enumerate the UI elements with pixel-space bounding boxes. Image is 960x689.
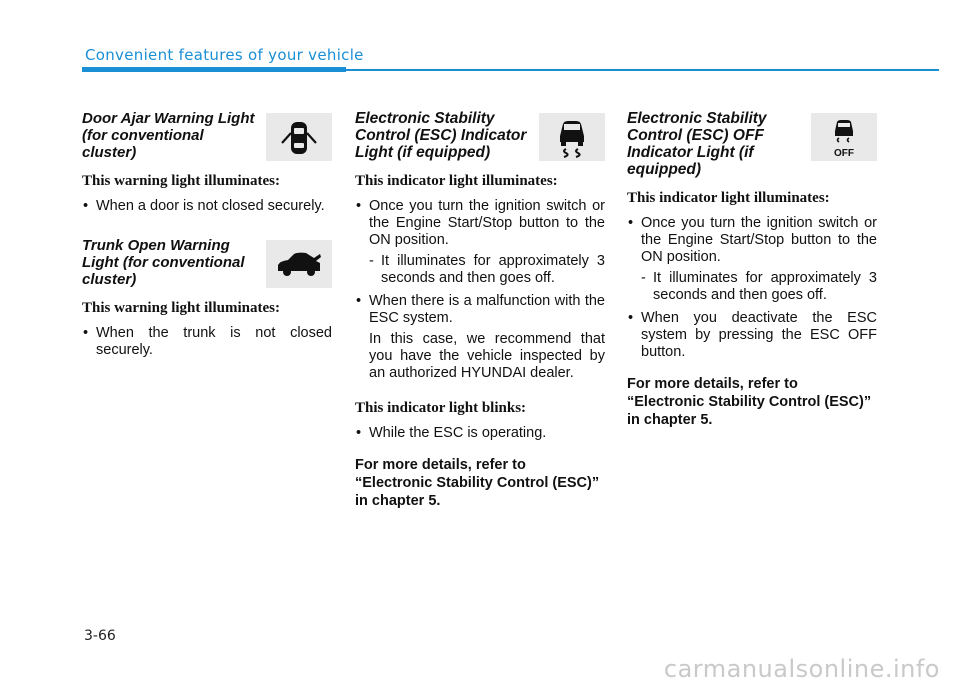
door-ajar-bullet: • When a door is not closed securely.: [82, 198, 332, 215]
trunk-open-icon: [266, 240, 332, 288]
door-ajar-subheading: This warning light illuminates:: [82, 173, 280, 189]
door-ajar-icon: [266, 113, 332, 161]
page-number: 3-66: [84, 628, 116, 644]
header-rule-thin: [346, 69, 939, 71]
esc-subheading-blinks: This indicator light blinks:: [355, 400, 527, 416]
door-ajar-title: Door Ajar Warning Light (for conventional cluster): [82, 110, 255, 161]
esc-off-icon: [811, 113, 877, 161]
column-1: [82, 110, 332, 365]
esc-off-icon-label: OFF: [834, 148, 854, 159]
esc-bullet-operating: • While the ESC is operating.: [355, 425, 605, 442]
trunk-open-subheading: This warning light illuminates:: [82, 300, 280, 316]
esc-bullet-ignition: [355, 198, 605, 287]
esc-icon: [539, 113, 605, 161]
esc-off-subheading: This indicator light illuminates:: [627, 190, 830, 206]
trunk-open-bullet: • When the trunk is not closed securely.: [82, 325, 332, 359]
esc-bullet-malfunction-text: When there is a malfunction with the ESC system.: [369, 293, 605, 326]
section-header: Convenient features of your vehicle: [85, 46, 364, 64]
column-3: [627, 110, 877, 429]
esc-note: For more details, refer to “Electronic Stability Control (ESC)” in chapter 5.: [355, 457, 600, 509]
esc-off-dash-seconds: - It illuminates for approximately 3 seconds and then goes off.: [641, 270, 877, 304]
watermark: carmanualsonline.info: [663, 655, 940, 683]
esc-off-bullet-deactivate: • When you deactivate the ESC system by pressing the ESC OFF button.: [627, 310, 877, 361]
trunk-open-section: [82, 237, 332, 359]
esc-off-bullet-ignition-text: Once you turn the ignition switch or the Engine Start/Stop button to the ON position.: [641, 215, 877, 265]
column-2: [355, 110, 605, 510]
esc-title: Electronic Stability Control (ESC) Indicator Light (if equipped): [355, 110, 527, 161]
header-rule-thick: [82, 67, 346, 72]
door-ajar-section: [82, 110, 332, 215]
esc-off-note: For more details, refer to “Electronic Stability Control (ESC)” in chapter 5.: [627, 376, 872, 428]
esc-dash-seconds: - It illuminates for approximately 3 seconds and then goes off.: [369, 253, 605, 287]
trunk-open-title: Trunk Open Warning Light (for conventional cluster): [82, 237, 245, 288]
esc-off-title: Electronic Stability Control (ESC) OFF Indicator Light (if equipped): [627, 110, 767, 178]
esc-bullet-malfunction: [355, 293, 605, 382]
esc-off-bullet-ignition: [627, 215, 877, 304]
esc-bullet-ignition-text: Once you turn the ignition switch or the Engine Start/Stop button to the ON position.: [369, 198, 605, 248]
esc-paragraph-dealer: In this case, we recommend that you have the vehicle inspected by an authorized HYUNDAI dealer.: [369, 331, 605, 381]
esc-subheading-illuminates: This indicator light illuminates:: [355, 173, 558, 189]
